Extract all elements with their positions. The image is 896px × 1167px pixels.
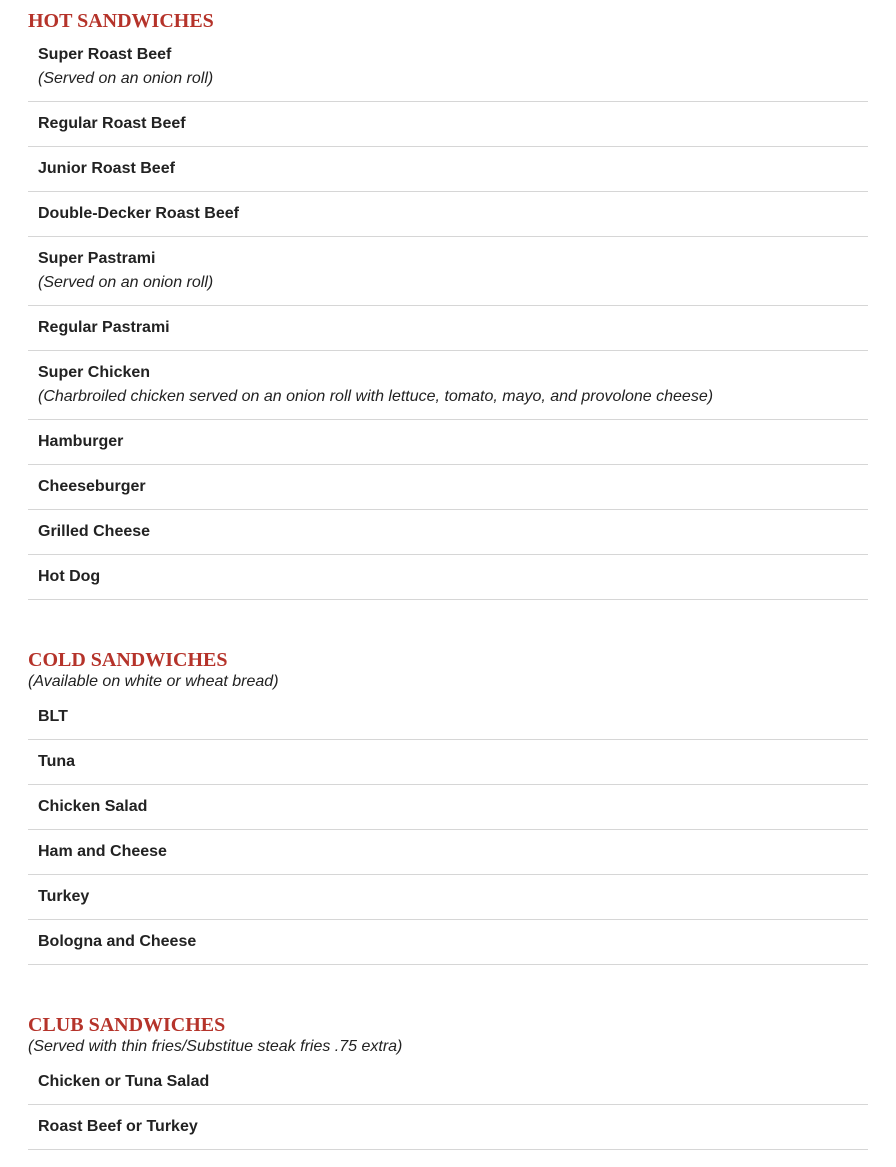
- item-list: [28, 695, 868, 965]
- item-name: Tuna: [38, 753, 76, 770]
- menu-item: [28, 192, 868, 237]
- item-description: (Served on an onion roll): [38, 70, 214, 87]
- item-name: Roast Beef or Turkey: [38, 1118, 198, 1135]
- menu-item: [28, 351, 868, 420]
- item-name: Super Roast Beef: [38, 46, 172, 63]
- menu-item: [28, 147, 868, 192]
- menu: [28, 0, 868, 1150]
- menu-item: [28, 1105, 868, 1150]
- menu-item: [28, 102, 868, 147]
- item-list: [28, 1060, 868, 1150]
- menu-item: [28, 237, 868, 306]
- item-description: (Charbroiled chicken served on an onion roll with lettuce, tomato, mayo, and provolone cheese): [38, 388, 714, 405]
- menu-item: [28, 875, 868, 920]
- menu-item: [28, 695, 868, 740]
- item-name: Chicken Salad: [38, 798, 148, 815]
- item-name: Junior Roast Beef: [38, 160, 175, 177]
- section-note: (Available on white or wheat bread): [28, 673, 279, 690]
- menu-item: [28, 920, 868, 965]
- menu-item: [28, 420, 868, 465]
- section-title: COLD SANDWICHES: [28, 649, 228, 671]
- item-name: Turkey: [38, 888, 90, 905]
- item-name: BLT: [38, 708, 68, 725]
- menu-item: [28, 465, 868, 510]
- menu-item: [28, 740, 868, 785]
- item-name: Super Pastrami: [38, 250, 156, 267]
- item-name: Chicken or Tuna Salad: [38, 1073, 210, 1090]
- item-name: Super Chicken: [38, 364, 151, 381]
- menu-item: [28, 306, 868, 351]
- item-name: Regular Roast Beef: [38, 115, 186, 132]
- menu-item: [28, 510, 868, 555]
- menu-item: [28, 555, 868, 600]
- item-name: Regular Pastrami: [38, 319, 170, 336]
- section-title: HOT SANDWICHES: [28, 10, 214, 32]
- item-name: Double-Decker Roast Beef: [38, 205, 239, 222]
- item-list: [28, 36, 868, 600]
- item-name: Hamburger: [38, 433, 124, 450]
- section-hot-sandwiches: [28, 0, 868, 600]
- item-name: Hot Dog: [38, 568, 101, 585]
- section-title: CLUB SANDWICHES: [28, 1014, 226, 1036]
- section-club-sandwiches: [28, 1013, 868, 1150]
- item-name: Bologna and Cheese: [38, 933, 197, 950]
- item-name: Grilled Cheese: [38, 523, 151, 540]
- menu-item: [28, 785, 868, 830]
- menu-item: [28, 1060, 868, 1105]
- item-description: (Served on an onion roll): [38, 274, 214, 291]
- menu-item: [28, 830, 868, 875]
- item-name: Cheeseburger: [38, 478, 146, 495]
- section-cold-sandwiches: [28, 648, 868, 965]
- item-name: Ham and Cheese: [38, 843, 167, 860]
- section-note: (Served with thin fries/Substitue steak fries .75 extra): [28, 1038, 403, 1055]
- menu-item: [28, 36, 868, 102]
